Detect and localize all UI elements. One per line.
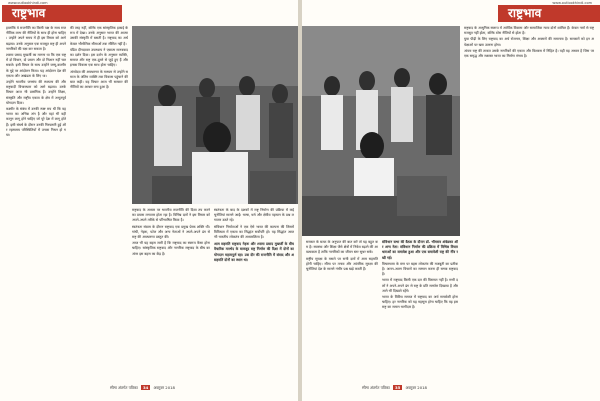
right-page-footer [362,385,427,391]
right-page [302,0,600,401]
right-section-header [498,5,600,22]
paragraph: आज भी यह बहस जारी है कि राष्ट्रवाद का स्वरूप कैसा होना चाहिए। सांस्कृतिक राष्ट्रवाद और नागरिक राष्ट्रवाद के बीच का अंतर इस बहस का केंद्र है। [132,241,210,256]
paragraph: सरकार के बजट के अनुपात की बात करें तो यह बहुत कम है। स्वास्थ्य और शिक्षा जैसे क्षेत्रों में निवेश बढ़ाने की आवश्यकता है ताकि नागरिकों का जीवन स्तर सुधर सके। [306,240,378,255]
left-section-header [2,5,122,22]
paragraph: संविधान निर्माताओं ने एक ऐसे भारत की कल्पना की जिसमें विविधता में एकता का सिद्धांत सर्वोपरि हो। यह सिद्धांत आज भी भारतीय लोकतंत्र की आधारशिला है। [214,224,294,240]
left-section-title: राष्ट्रभाव [12,6,46,20]
photo-illustration [302,26,460,236]
photo-caption: आम सहमति राष्ट्रवाद नेहरू और श्यामा प्रसाद मुखर्जी के बीच वैचारिक मतभेद के बावजूद राष्ट्र निर्माण की दिशा में दोनों का योगदान महत्वपूर्ण रहा। उस दौर की राजनीति में संवाद और असहमति दोनों का स्थान था। [214,242,294,262]
left-column-3 [132,208,210,381]
footer-magazine: सीमा अंतर्गत पत्रिका [110,385,138,390]
paragraph: राष्ट्रवाद के आधार पर भारतीय राजनीति की दिशा तय करने का प्रयास लगातार होता रहा है। विभिन्न दलों ने इस विचार को अपने-अपने तरीके से परिभाषित किया है। [132,208,210,223]
footer-date: अक्टूबर 2018 [153,385,175,390]
left-column-2 [70,26,128,381]
left-page [0,0,298,401]
paragraph: स्वतंत्रता के बाद के दशकों में राष्ट्र निर्माण की प्रक्रिया में कई चुनौतियां सामने आईं। भाषा, धर्म और क्षेत्रीय पहचान के प्रश्न लगातार उठते रहे। [214,208,294,223]
paragraph: भारत के विविध समाज में राष्ट्रवाद का अर्थ समावेशी होना चाहिए। हर नागरिक को यह महसूस होना चाहिए कि वह इस राष्ट्र का समान भागीदार है। [382,295,458,310]
left-page-footer [110,385,175,391]
paragraph: हालांकि वे राजनीति का किसी पक्ष के साथ राजनीतिक लाभ की नीतियों के साथ ही होना चाहिए। उन्होंने अपने समय में ही इस विचार को आगे बढ़ाया। उनके अनुसार एक मजबूत राष्ट्र ही अपने नागरिकों की रक्षा कर सकता है। [6,26,66,51]
paragraph: उन्होंने भारतीय जनसंघ की स्थापना की और राष्ट्रवादी विचारधारा को आगे बढ़ाया। उनके विचार आज भी प्रासंगिक हैं। उन्होंने शिक्षा, संस्कृति और राष्ट्रीय एकता के क्षेत्र में अभूतपूर्व योगदान दिया। [6,80,66,105]
footer-magazine: सीमा अंतर्गत पत्रिका [362,385,390,390]
right-column-3 [464,26,594,381]
paragraph: राष्ट्रवाद के आधुनिक स्वरूप में आर्थिक विकास और सामाजिक न्याय दोनों शामिल हैं। केवल नारों से राष्ट्र मजबूत नहीं होता, बल्कि ठोस नीतियों से होता है। [464,26,594,36]
paragraph: कश्मीर के संबंध में उनकी स्पष्ट राय थी कि वह भारत का अभिन्न अंग है और वहां भी वही कानून लागू होने चाहिए जो पूरे देश में लागू होते हैं। इसी संघर्ष के दौरान उनकी गिरफ्तारी हुई और रहस्यमय परिस्थितियों में उनका निधन हो गया। [6,107,66,138]
paragraph: विचारधारा के स्तर पर बहस लोकतंत्र की मजबूती का प्रतीक है। अलग-अलग विचारों का सम्मान करना ही सच्चा राष्ट्रवाद है। [382,261,458,277]
left-column-1 [6,26,66,381]
paragraph: स्वतंत्रता संग्राम के दौरान राष्ट्रवाद एक प्रमुख प्रेरक शक्ति थी। गांधी, नेहरू, पटेल और अन्य नेताओं ने अपने-अपने ढंग से राष्ट्र की अवधारणा प्रस्तुत की। [132,224,210,240]
paragraph: युवा पीढ़ी के लिए राष्ट्रवाद का अर्थ रोजगार, शिक्षा और अवसरों की समानता है। सरकारों को इन अपेक्षाओं पर खरा उतरना होगा। [464,37,594,47]
right-section-title: राष्ट्रभाव [508,6,542,20]
paragraph: भारत में राष्ट्रवाद किसी एक दल की विरासत नहीं है। सभी दलों ने अपने-अपने ढंग से राष्ट्र के प्रति समर्पण दिखाया है और आगे भी दिखाते रहेंगे। [382,278,458,293]
paragraph: राष्ट्रीय सुरक्षा के मसले पर सभी दलों में आम सहमति होनी चाहिए। सीमा पर तनाव और आंतरिक सुरक्षा की चुनौतियां देश के सामने गंभीर प्रश्न खड़े करती हैं। [306,256,378,272]
left-column-4 [214,208,294,381]
page-number: 34 [142,385,149,390]
right-column-2 [382,240,458,381]
footer-date: अक्टूबर 2018 [405,385,427,390]
paragraph: श्यामा प्रसाद मुखर्जी का मानना था कि एक राष्ट्र में दो विधान, दो प्रधान और दो निशान नहीं चल सकते। इसी विचार के साथ उन्होंने जम्मू-कश्मीर के मुद्दे पर आंदोलन किया। यह आंदोलन देश की एकता और अखंडता के लिए था। [6,53,66,78]
paragraph: की तरह नहीं, बल्कि एक सांस्कृतिक इकाई के रूप में देखा। उनके अनुसार भारत की आत्मा उसकी संस्कृति में बसती है। राष्ट्रवाद का अर्थ केवल भौगोलिक सीमाओं तक सीमित नहीं है। [70,26,128,46]
historic-photo-left [132,26,298,204]
right-column-1 [306,240,378,381]
paragraph: अंत्योदय की अवधारणा के माध्यम से उन्होंने समाज के अंतिम व्यक्ति तक विकास पहुंचाने की बात कही। यह विचार आज भी सरकार की नीतियों का आधार बना हुआ है। [70,69,128,90]
page-number: 35 [394,385,401,390]
historic-photo-right [302,26,460,236]
right-page-url: www.outlookhindi.com [552,1,592,5]
photo-caption: संविधान सभा की बैठक के दौरान डॉ. भीमराव अंबेडकर और अन्य नेता। संविधान निर्माण की प्रक्रिया में विभिन्न विचारधाराओं का समावेश हुआ और एक समावेशी राष्ट्र की नींव रखी गई। [382,240,458,260]
photo-illustration [132,26,298,204]
paragraph: अंततः राष्ट्र की ताकत उसके नागरिकों की एकता और विश्वास में निहित है। यही वह आधार है जिस पर एक समृद्ध और सशक्त भारत का निर्माण संभव है। [464,48,594,59]
paragraph: पंडित दीनदयाल उपाध्याय ने एकात्म मानववाद का दर्शन दिया। इस दर्शन के अनुसार व्यक्ति, समाज और राष्ट्र एक-दूसरे से जुड़े हुए हैं और इनका विकास एक साथ होना चाहिए। [70,47,128,68]
left-page-url: www.outlookhindi.com [8,1,48,5]
